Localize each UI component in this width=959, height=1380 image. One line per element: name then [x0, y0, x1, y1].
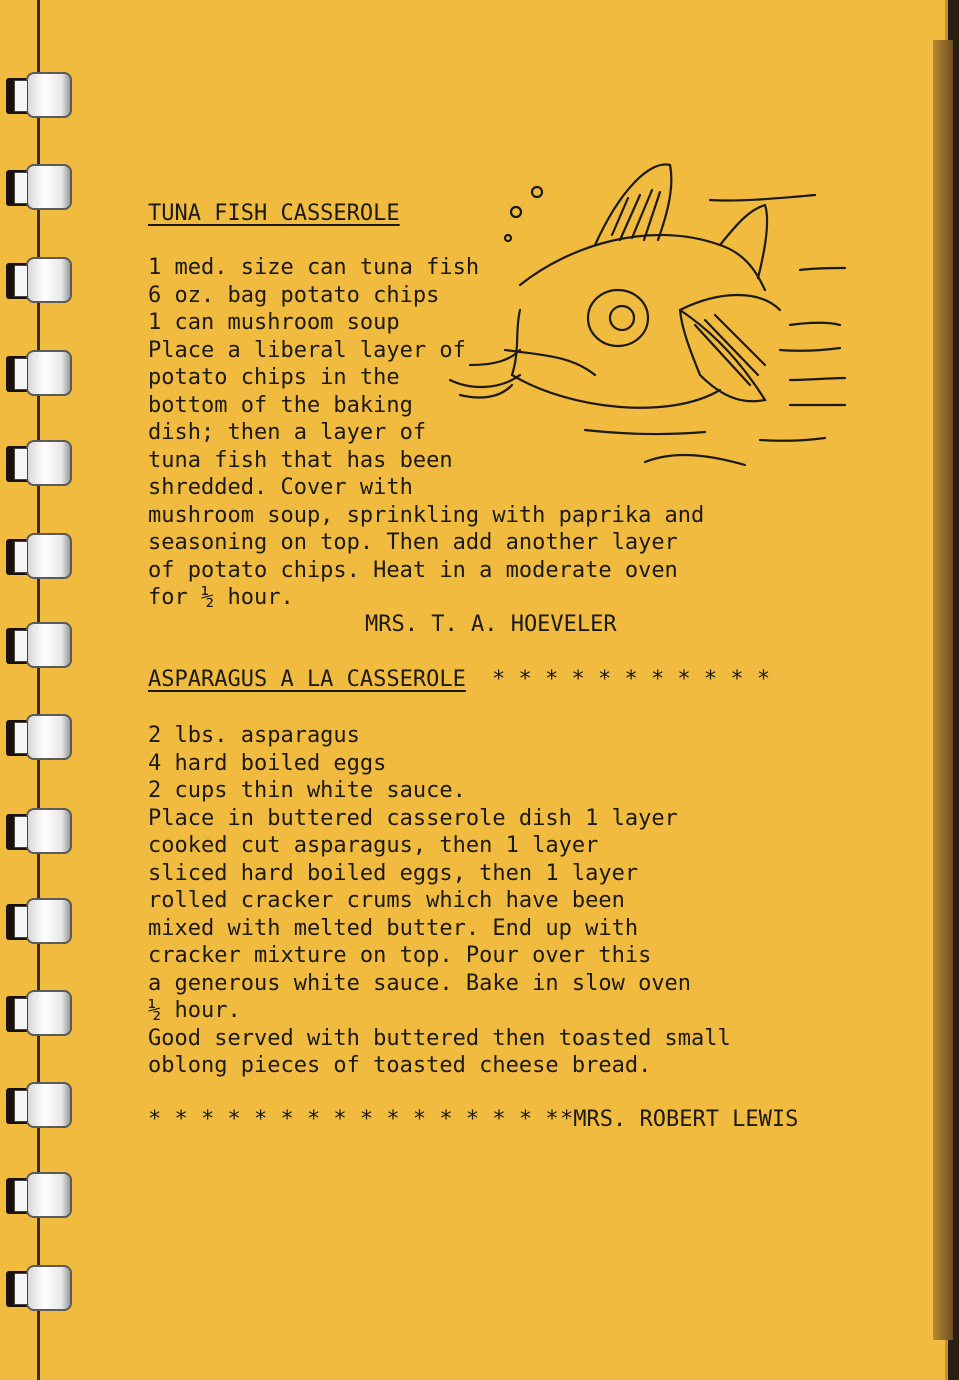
- binding-ring: [4, 714, 74, 762]
- instruction-line: Good served with buttered then toasted small: [148, 1025, 731, 1051]
- binding-ring: [4, 898, 74, 946]
- instruction-line: of potato chips. Heat in a moderate oven: [148, 557, 678, 583]
- binding-ring: [4, 1172, 74, 1220]
- instruction-line: bottom of the baking: [148, 392, 413, 418]
- binding-ring: [4, 257, 74, 305]
- fish-drawing-icon: [420, 150, 860, 510]
- binding-ring: [4, 808, 74, 856]
- instruction-line: mushroom soup, sprinkling with paprika and: [148, 502, 705, 528]
- instruction-line: oblong pieces of toasted cheese bread.: [148, 1053, 652, 1078]
- decorative-stars: * * * * * * * * * * *: [492, 667, 771, 692]
- instruction-line: tuna fish that has been: [148, 447, 453, 473]
- binding-ring: [4, 350, 74, 398]
- instruction-line: Place a liberal layer of: [148, 337, 466, 363]
- binding-ring: [4, 533, 74, 581]
- binding-ring: [4, 622, 74, 670]
- decorative-stars: * * * * * * * * * * * * * * * *: [148, 1107, 559, 1132]
- instruction-line: shredded. Cover with: [148, 475, 413, 500]
- ingredient-line: 1 can mushroom soup: [148, 310, 400, 335]
- instruction-line: dish; then a layer of: [148, 420, 427, 445]
- instruction-line: a generous white sauce. Bake in slow oven: [148, 970, 692, 996]
- binding-ring: [4, 1265, 74, 1313]
- recipe-title: TUNA FISH CASSEROLE: [148, 201, 400, 226]
- recipe-author: MRS. T. A. HOEVELER: [365, 612, 617, 637]
- recipe-author: *MRS. ROBERT LEWIS: [560, 1107, 799, 1132]
- instruction-line: seasoning on top. Then add another layer: [148, 530, 678, 555]
- instruction-line: cracker mixture on top. Pour over this: [148, 943, 652, 968]
- ingredient-line: 1 med. size can tuna fish: [148, 255, 480, 280]
- ingredient-line: 4 hard boiled eggs: [148, 750, 387, 776]
- binding-ring: [4, 440, 74, 488]
- recipe-title: ASPARAGUS A LA CASSEROLE: [148, 667, 466, 692]
- instruction-line: cooked cut asparagus, then 1 layer: [148, 833, 599, 858]
- instruction-line: sliced hard boiled eggs, then 1 layer: [148, 860, 639, 886]
- binding-ring: [4, 1082, 74, 1130]
- page-edge: [933, 40, 953, 1340]
- instruction-line: potato chips in the: [148, 365, 400, 390]
- ingredient-line: 6 oz. bag potato chips: [148, 282, 440, 308]
- instruction-line: for ½ hour.: [148, 585, 294, 610]
- ingredient-line: 2 cups thin white sauce.: [148, 778, 466, 803]
- instruction-line: Place in buttered casserole dish 1 layer: [148, 805, 678, 831]
- instruction-line: ½ hour.: [148, 998, 241, 1023]
- binding-ring: [4, 164, 74, 212]
- instruction-line: rolled cracker crums which have been: [148, 888, 625, 913]
- binding-ring: [4, 990, 74, 1038]
- instruction-line: mixed with melted butter. End up with: [148, 915, 639, 941]
- binding-ring: [4, 72, 74, 120]
- ingredient-line: 2 lbs. asparagus: [148, 723, 360, 748]
